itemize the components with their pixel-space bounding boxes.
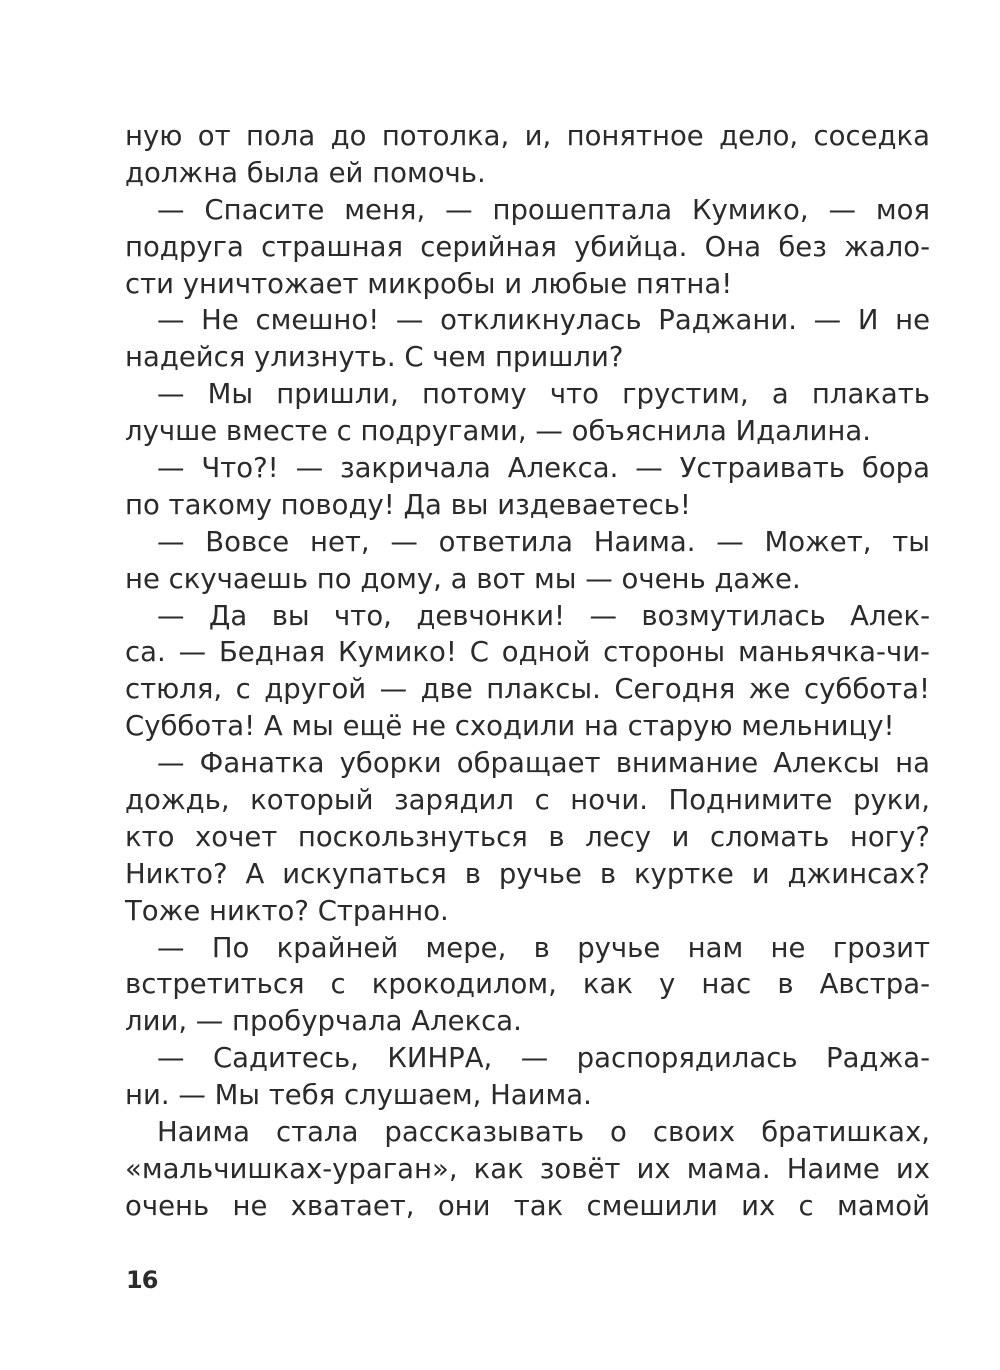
text-line: са. — Бедная Кумико! С одной стороны маньячка-чи- (125, 636, 930, 669)
text-line: — По крайней мере, в ручье нам не грозит (157, 931, 930, 964)
text-line: очень не хватает, они так смешили их с мамой (125, 1189, 930, 1222)
text-line: надейся улизнуть. С чем пришли? (125, 341, 624, 374)
text-line: — Спасите меня, — прошептала Кумико, — моя (157, 193, 930, 226)
text-line: — Да вы что, девчонки! — возмутилась Алек- (157, 599, 930, 632)
text-line: Никто? А искупаться в ручье в куртке и джинсах? (125, 857, 930, 890)
text-line: стюля, с другой — две плаксы. Сегодня же суббота! (125, 673, 930, 706)
text-line: встретиться с крокодилом, как у нас в Австра- (125, 968, 930, 1001)
text-line: лии, — пробурчала Алекса. (125, 1005, 522, 1038)
text-line: ни. — Мы тебя слушаем, Наима. (125, 1079, 592, 1112)
text-line: не скучаешь по дому, а вот мы — очень даже. (125, 562, 801, 595)
text-line: сти уничтожает микробы и любые пятна! (125, 267, 733, 300)
text-line: Наима стала рассказывать о своих братишках, (157, 1116, 930, 1149)
text-line: кто хочет поскользнуться в лесу и сломать ногу? (125, 820, 930, 853)
text-line: Суббота! А мы ещё не сходили на старую мельницу! (125, 710, 895, 743)
text-line: — Мы пришли, потому что грустим, а плакать (157, 378, 930, 411)
text-line: — Фанатка уборки обращает внимание Алексы на (157, 747, 930, 780)
text-line: должна была ей помочь. (125, 156, 486, 189)
text-line: — Садитесь, КИНРА, — распорядилась Раджа- (157, 1042, 930, 1075)
page-number: 16 (126, 1266, 158, 1294)
text-line: дождь, который зарядил с ночи. Поднимите руки, (125, 784, 930, 817)
text-line: — Вовсе нет, — ответила Наима. — Может, ты (157, 525, 930, 558)
text-line: лучше вместе с подругами, — объяснила Идалина. (125, 415, 872, 448)
text-line: ную от пола до потолка, и, понятное дело, соседка (125, 120, 930, 152)
text-line: по такому поводу! Да вы издеваетесь! (125, 488, 691, 521)
text-line: — Не смешно! — откликнулась Раджани. — И не (157, 304, 930, 337)
text-line: «мальчишках-ураган», как зовёт их мама. Наиме их (125, 1152, 930, 1185)
body-text (125, 118, 930, 1225)
text-line: подруга страшная серийная убийца. Она без жало- (125, 230, 930, 263)
text-line: — Что?! — закричала Алекса. — Устраивать бора (157, 452, 930, 485)
text-line: Тоже никто? Странно. (125, 894, 449, 927)
